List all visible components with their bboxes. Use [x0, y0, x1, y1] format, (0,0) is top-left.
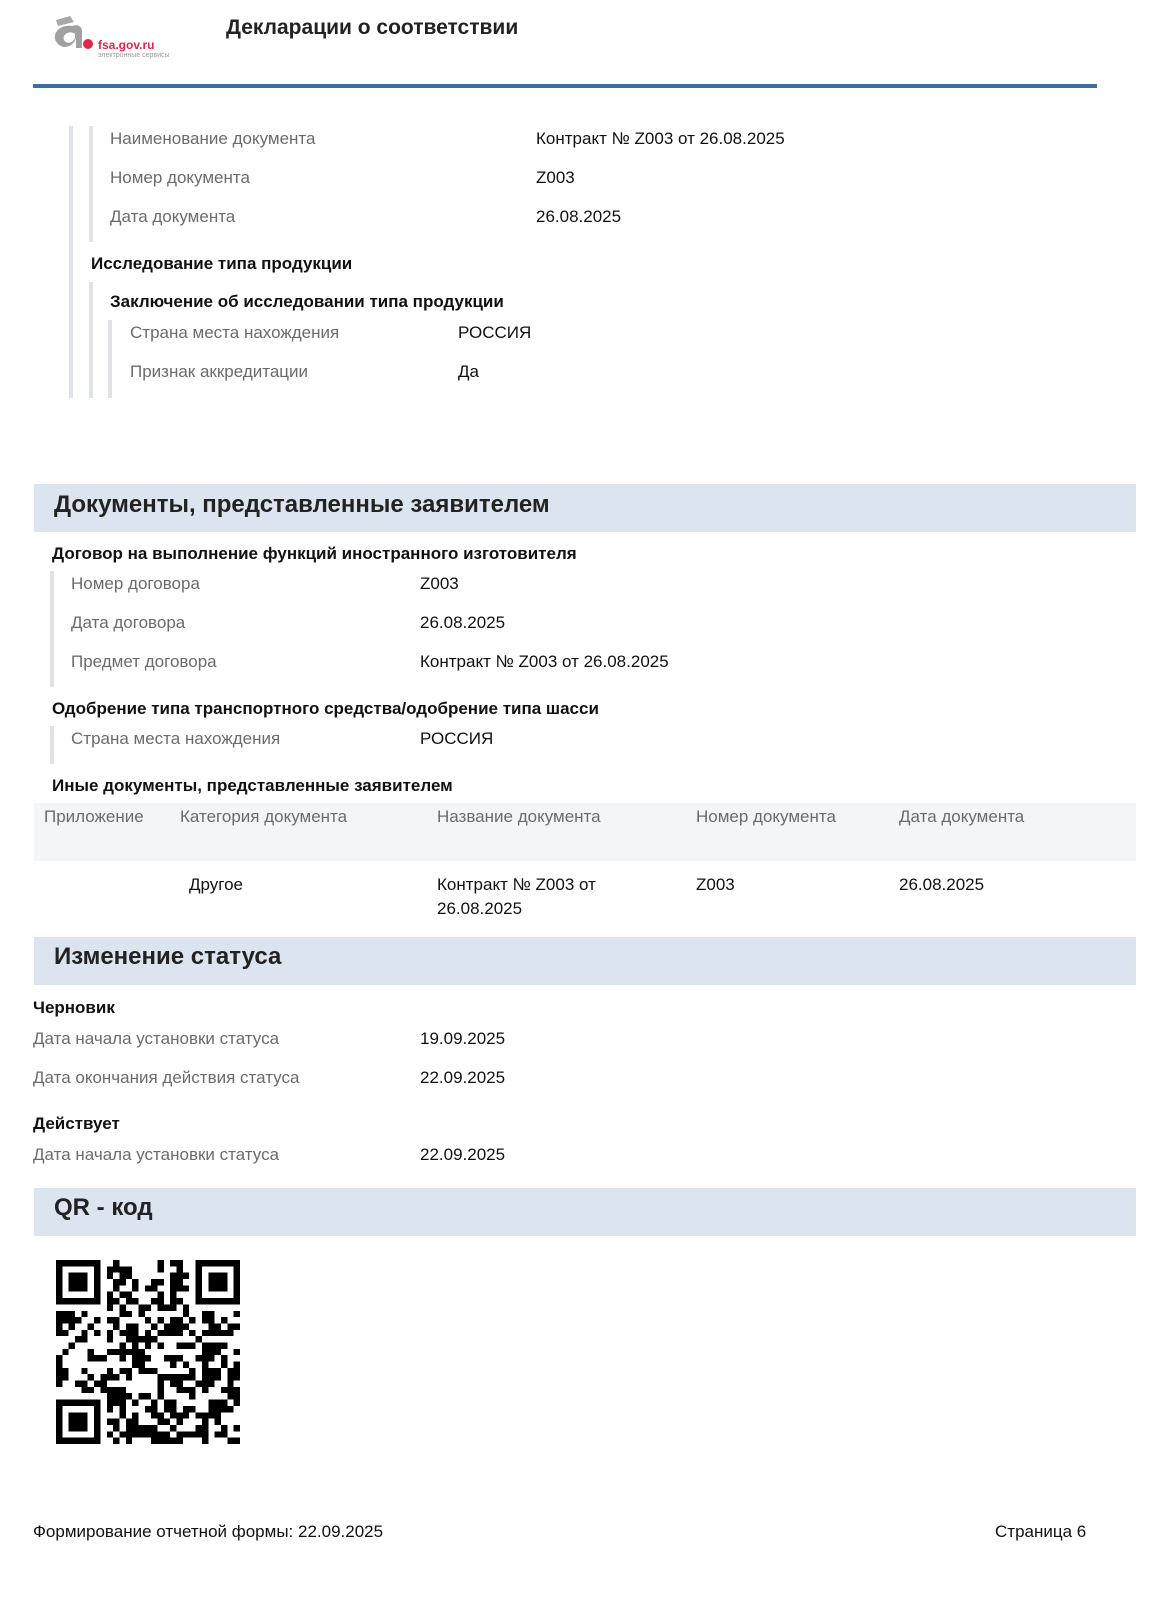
doc-date-value: 26.08.2025 [536, 207, 622, 226]
section-band-applicant-docs [34, 484, 1136, 532]
draft-start-value: 19.09.2025 [420, 1029, 506, 1048]
draft-start-label: Дата начала установки статуса [33, 1029, 280, 1048]
footer-page-number: Страница 6 [995, 1522, 1087, 1541]
col-header-date: Дата документа [899, 807, 1025, 826]
country-label: Страна места нахождения [130, 323, 340, 342]
contract-number-value: Z003 [420, 574, 459, 593]
doc-date-label: Дата документа [110, 207, 236, 226]
col-header-name: Название документа [437, 807, 601, 826]
col-header-attachment: Приложение [44, 807, 144, 826]
logo-subtext: электронные сервисы [98, 52, 170, 59]
conclusion-indent-bar [108, 320, 112, 398]
conclusion-heading: Заключение об исследовании типа продукции [110, 292, 504, 311]
contract-date-value: 26.08.2025 [420, 613, 506, 632]
doc-name-label: Наименование документа [110, 129, 316, 148]
active-start-label: Дата начала установки статуса [33, 1145, 280, 1164]
accreditation-label: Признак аккредитации [130, 362, 309, 381]
other-docs-table-header [34, 803, 1136, 861]
status-draft-heading: Черновик [33, 998, 115, 1017]
section-title-applicant-docs: Документы, представленные заявителем [54, 491, 550, 518]
logo-text: fsa.gov.ru [98, 38, 155, 52]
doc-indent-bar [89, 126, 93, 242]
doc-number-label: Номер документа [110, 168, 250, 187]
research-heading: Исследование типа продукции [91, 254, 353, 273]
approval-heading: Одобрение типа транспортного средства/одобрение типа шасси [52, 699, 599, 718]
contract-heading: Договор на выполнение функций иностранного изготовителя [52, 544, 577, 563]
contract-date-label: Дата договора [71, 613, 186, 632]
status-active-heading: Действует [33, 1114, 120, 1133]
accreditation-value: Да [458, 362, 479, 381]
section-band-status [34, 937, 1136, 985]
col-header-number: Номер документа [696, 807, 836, 826]
contract-subject-label: Предмет договора [71, 652, 217, 671]
table-row [34, 861, 1136, 935]
country-value: РОССИЯ [458, 323, 532, 342]
cell-name-line2: 26.08.2025 [437, 899, 523, 918]
cell-date: 26.08.2025 [899, 875, 985, 894]
cell-category: Другое [189, 875, 244, 894]
research-indent-bar [89, 282, 93, 398]
qr-code-image [56, 1260, 240, 1444]
other-docs-heading: Иные документы, представленные заявителем [52, 776, 453, 795]
approval-country-value: РОССИЯ [420, 729, 494, 748]
doc-number-value: Z003 [536, 168, 575, 187]
contract-indent-bar [50, 571, 54, 687]
doc-name-value: Контракт № Z003 от 26.08.2025 [536, 129, 785, 148]
active-start-value: 22.09.2025 [420, 1145, 506, 1164]
draft-end-label: Дата окончания действия статуса [33, 1068, 300, 1087]
contract-number-label: Номер договора [71, 574, 200, 593]
outer-indent-bar [69, 126, 73, 398]
cell-number: Z003 [696, 875, 735, 894]
draft-end-value: 22.09.2025 [420, 1068, 506, 1087]
approval-indent-bar [50, 726, 54, 764]
section-title-status: Изменение статуса [54, 943, 282, 970]
section-title-qr: QR - код [54, 1194, 153, 1221]
contract-subject-value: Контракт № Z003 от 26.08.2025 [420, 652, 669, 671]
footer-generated: Формирование отчетной формы: 22.09.2025 [33, 1522, 384, 1541]
col-header-category: Категория документа [180, 807, 348, 826]
cell-name-line1: Контракт № Z003 от [437, 875, 596, 894]
header-divider [33, 84, 1097, 88]
approval-country-label: Страна места нахождения [71, 729, 281, 748]
section-band-qr [34, 1188, 1136, 1236]
page-title: Декларации о соответствии [226, 16, 519, 39]
